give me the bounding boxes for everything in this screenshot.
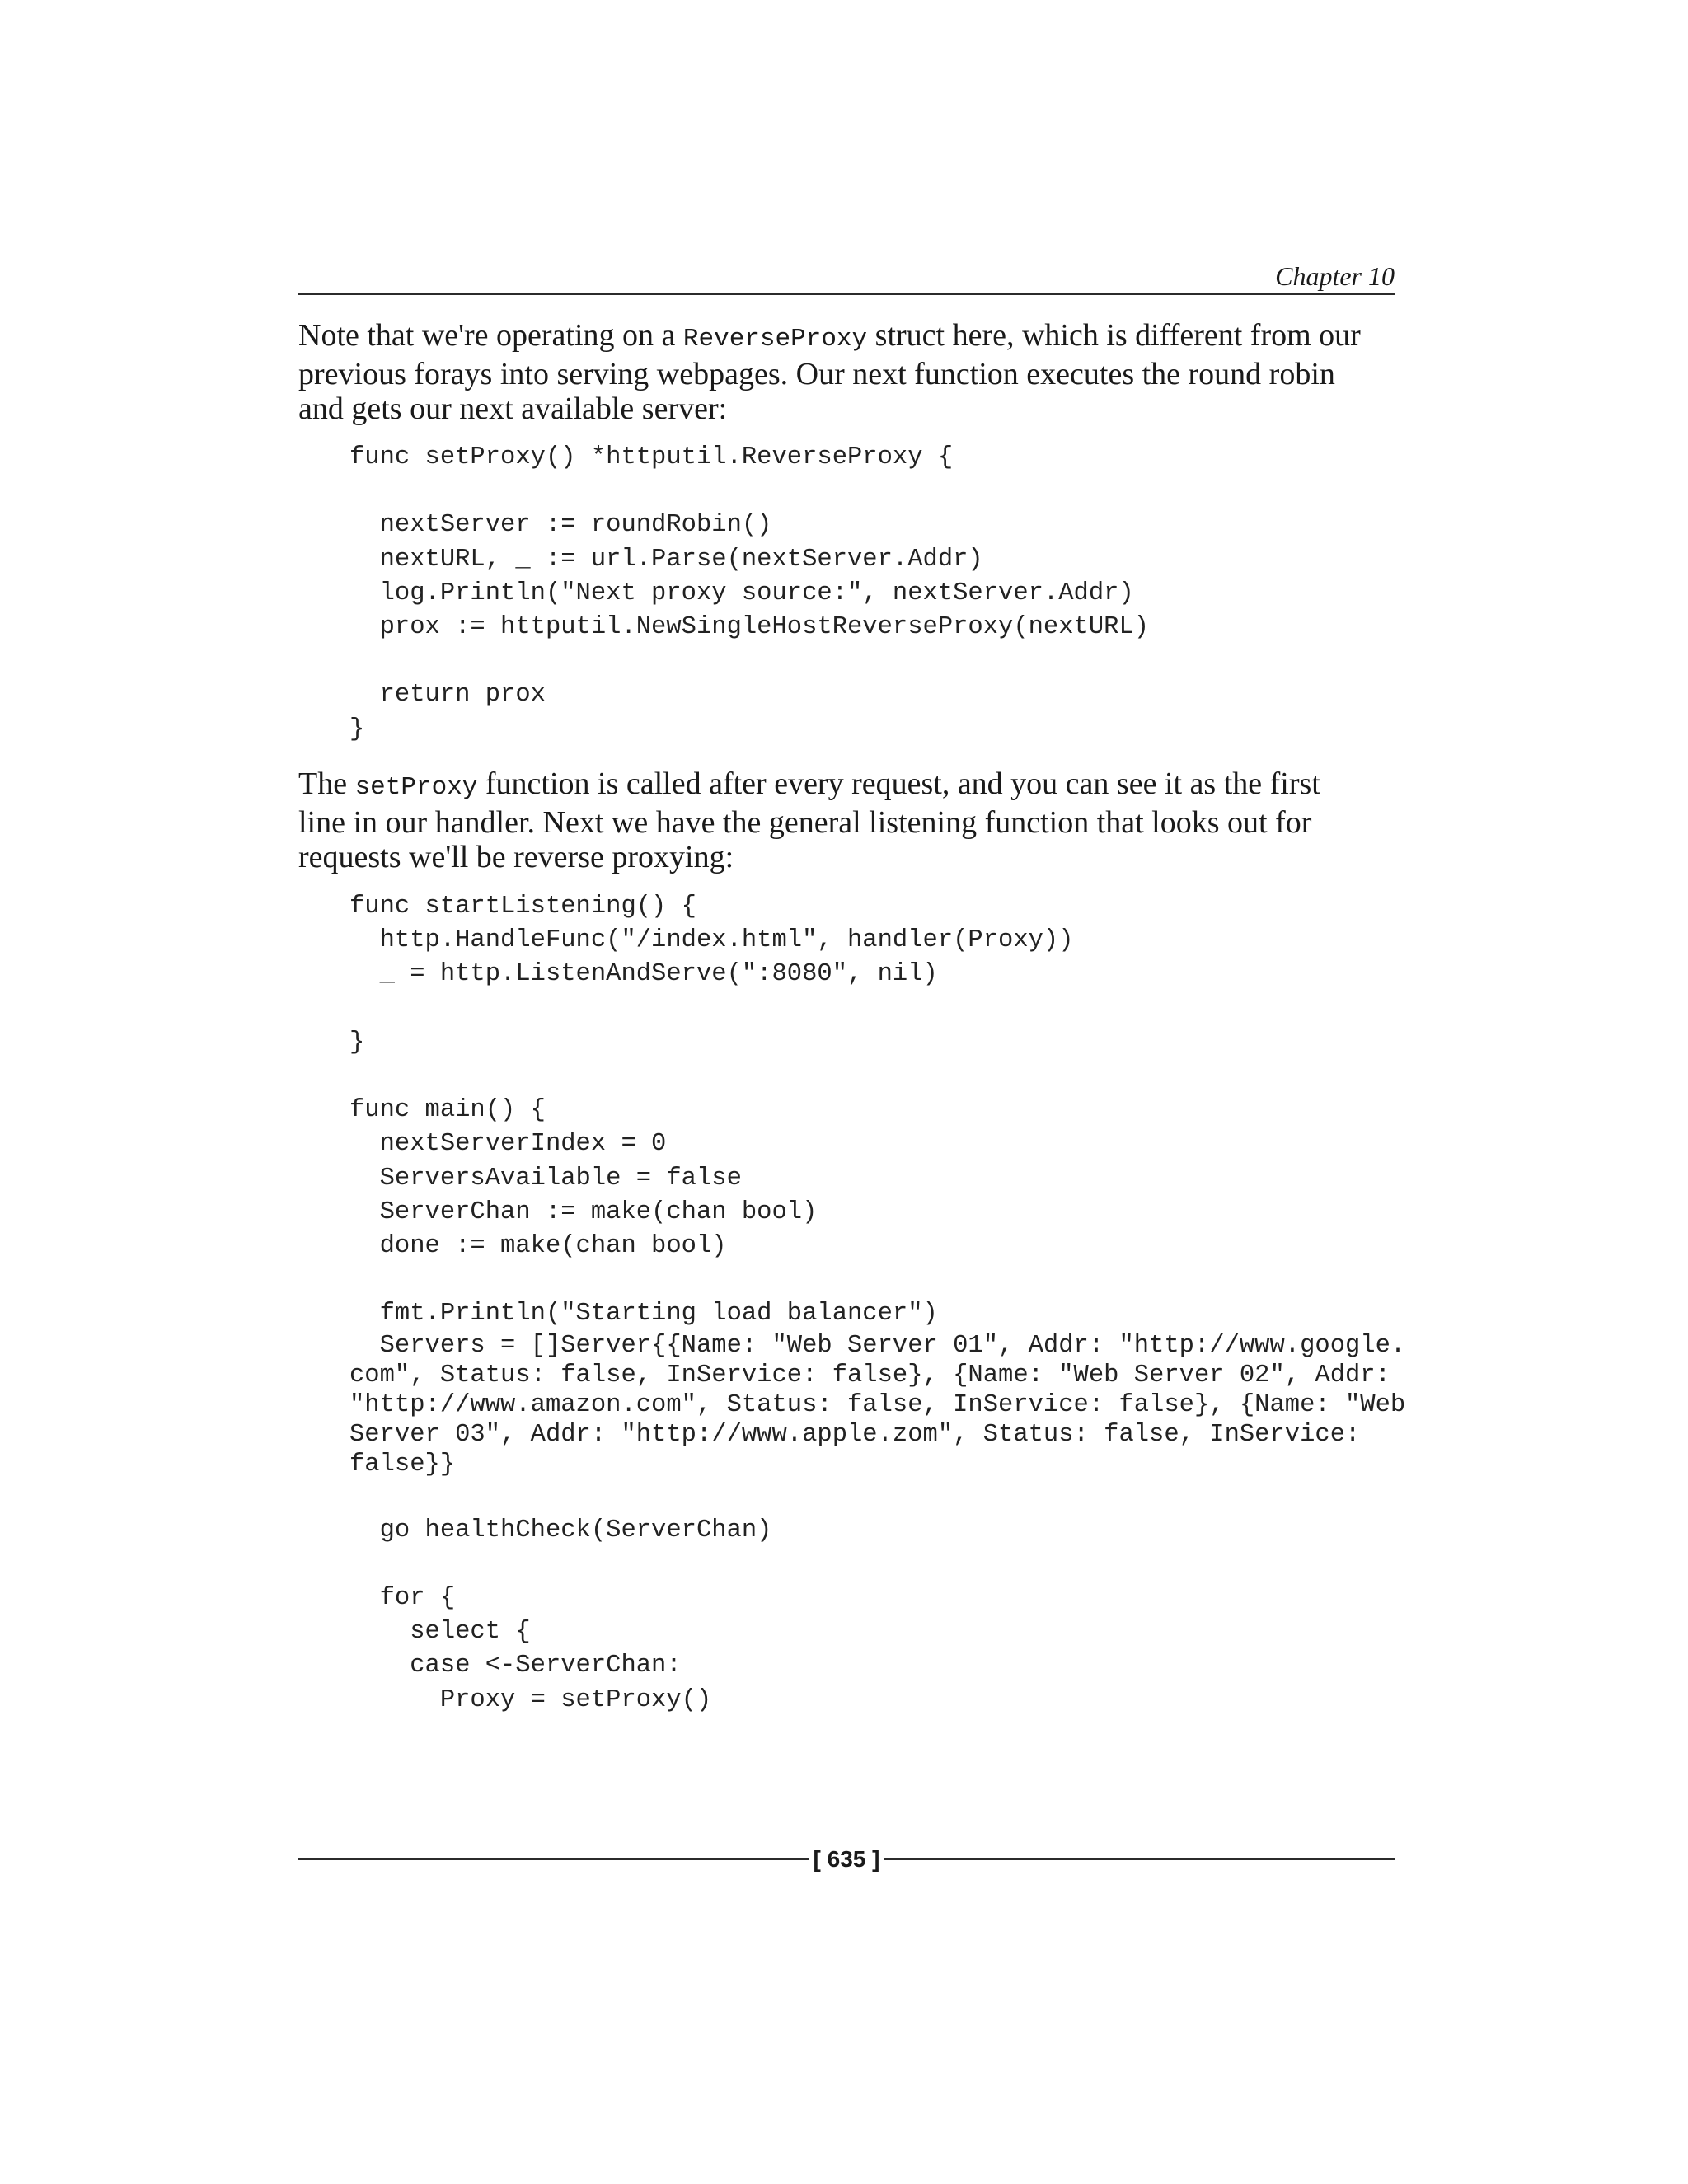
page-footer [298, 1841, 1395, 1877]
code-line [349, 1060, 1405, 1094]
code-line [349, 992, 1405, 1026]
code-line: nextURL, _ := url.Parse(nextServer.Addr) [349, 545, 983, 574]
code-line: fmt.Println("Starting load balancer") [349, 1300, 938, 1329]
paragraph-line: requests we'll be reverse proxying: [298, 840, 734, 874]
code-line: prox := httputil.NewSingleHostReverseProxy(nextURL) [349, 612, 1150, 641]
code-line: func main() { [349, 1096, 546, 1125]
code-line: log.Println("Next proxy source:", nextServer.Addr) [349, 579, 1134, 607]
code-line: } [349, 1028, 365, 1057]
paragraph-line: The setProxy function is called after every request, and you can see it as the first [298, 766, 1320, 802]
code-line: nextServer := roundRobin() [349, 511, 772, 540]
code-line: go healthCheck(ServerChan) [349, 1516, 772, 1544]
code-line [349, 1548, 1405, 1582]
code-line: case <-ServerChan: [349, 1652, 682, 1680]
running-header [298, 260, 1395, 295]
paragraph-line: previous forays into serving webpages. Our next function executes the round robin [298, 357, 1335, 391]
code-line [349, 1263, 1405, 1297]
code-line: done := make(chan bool) [349, 1231, 727, 1260]
paragraph-line: line in our handler. Next we have the general listening function that looks out for [298, 805, 1312, 840]
code-line: false}} [349, 1451, 456, 1479]
footer-rule-left [298, 1858, 809, 1860]
inline-code: setProxy [354, 773, 478, 802]
code-line: Proxy = setProxy() [349, 1685, 712, 1714]
code-block-main [349, 890, 1405, 1718]
code-line: func startListening() { [349, 893, 696, 921]
code-line: nextServerIndex = 0 [349, 1130, 667, 1159]
code-line: ServersAvailable = false [349, 1164, 742, 1193]
paragraph-line: and gets our next available server: [298, 391, 728, 426]
code-line: for { [349, 1584, 456, 1612]
code-line [349, 475, 1149, 509]
code-line: com", Status: false, InService: false}, {Name: "Web Server 02", Addr: [349, 1361, 1390, 1390]
page-number: [ 635 ] [813, 1846, 880, 1872]
paragraph-intro [298, 318, 1403, 426]
code-line: "http://www.amazon.com", Status: false, InService: false}, {Name: "Web [349, 1391, 1406, 1420]
code-line: return prox [349, 681, 546, 710]
chapter-label: Chapter 10 [1275, 261, 1395, 291]
paragraph-line: Note that we're operating on a ReverseProxy struct here, which is different from our [298, 318, 1361, 354]
code-line: ServerChan := make(chan bool) [349, 1197, 818, 1226]
inline-code: ReverseProxy [682, 325, 868, 354]
code-line: Server 03", Addr: "http://www.apple.zom", Status: false, InService: [349, 1421, 1361, 1450]
code-line: select { [349, 1618, 531, 1647]
footer-rule-right [884, 1858, 1395, 1860]
code-line [349, 644, 1149, 678]
paragraph-setproxy [298, 766, 1403, 874]
code-line: } [349, 715, 365, 743]
code-line: _ = http.ListenAndServe(":8080", nil) [349, 960, 938, 989]
code-line: func setProxy() *httputil.ReverseProxy { [349, 443, 954, 471]
code-line [349, 1479, 1405, 1513]
code-line: http.HandleFunc("/index.html", handler(Proxy)) [349, 926, 1074, 955]
code-line: Servers = []Server{{Name: "Web Server 01", Addr: "http://www.google. [349, 1332, 1406, 1361]
code-block-setproxy [349, 441, 1149, 747]
